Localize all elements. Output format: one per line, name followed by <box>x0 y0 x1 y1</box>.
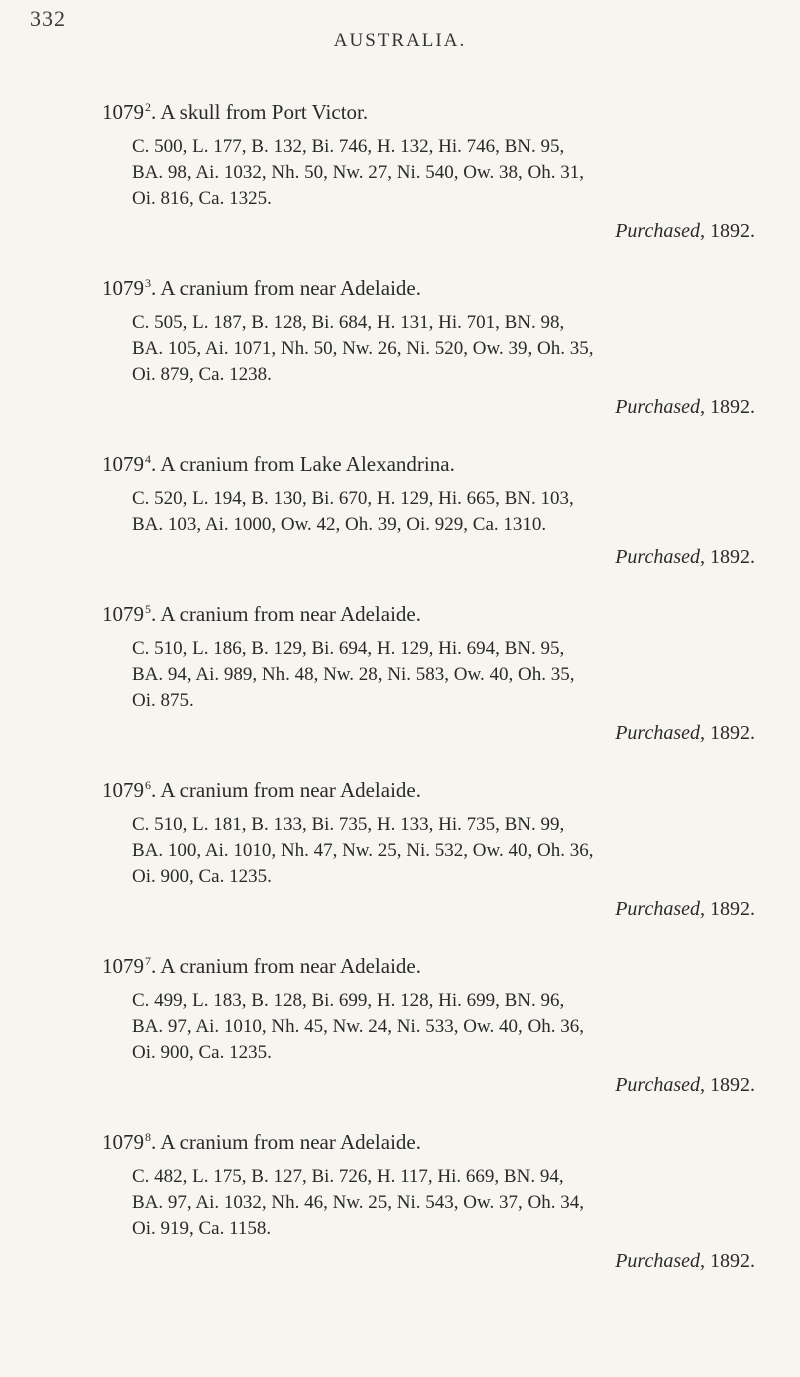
running-head: AUSTRALIA. <box>333 30 467 51</box>
measurements <box>100 636 755 714</box>
measurement-line: C. 520, L. 194, B. 130, Bi. 670, H. 129, Hi. 665, BN. 103, <box>132 488 574 509</box>
measurement-line: BA. 100, Ai. 1010, Nh. 47, Nw. 25, Ni. 532, Ow. 40, Oh. 36, <box>132 840 594 861</box>
entry-heading <box>102 270 755 302</box>
measurement-line: C. 499, L. 183, B. 128, Bi. 699, H. 128, Hi. 699, BN. 96, <box>132 990 565 1011</box>
measurement-line: C. 500, L. 177, B. 132, Bi. 746, H. 132, Hi. 746, BN. 95, <box>132 136 565 157</box>
entry-number: 1079 <box>102 452 144 476</box>
measurements <box>100 134 755 212</box>
entry-heading <box>102 94 755 126</box>
catalogue-entry <box>100 948 755 1098</box>
measurements <box>100 812 755 890</box>
entry-heading <box>102 446 755 478</box>
page-number: 332 <box>30 6 66 31</box>
entry-title: . A cranium from near Adelaide. <box>151 276 421 300</box>
entry-title: . A cranium from Lake Alexandrina. <box>151 452 455 476</box>
measurement-line: C. 482, L. 175, B. 127, Bi. 726, H. 117, Hi. 669, BN. 94, <box>132 1166 564 1187</box>
provenance-note <box>100 896 755 922</box>
entry-number-superscript: 4 <box>145 452 151 466</box>
entry-heading <box>102 596 755 628</box>
entry-number: 1079 <box>102 1130 144 1154</box>
entry-title: . A skull from Port Victor. <box>151 100 369 124</box>
measurement-line: Oi. 900, Ca. 1235. <box>132 1042 272 1063</box>
provenance-year: 1892. <box>705 722 755 744</box>
entry-number-superscript: 5 <box>145 602 151 616</box>
measurements <box>100 486 755 538</box>
entry-number-superscript: 3 <box>145 276 151 290</box>
measurements <box>100 1164 755 1242</box>
measurements <box>100 988 755 1066</box>
provenance-word: Purchased, <box>615 1074 705 1096</box>
entry-heading <box>102 948 755 980</box>
entry-number: 1079 <box>102 778 144 802</box>
entry-heading <box>102 1124 755 1156</box>
catalogue-entry <box>100 94 755 244</box>
catalogue-entry <box>100 446 755 570</box>
provenance-note <box>100 720 755 746</box>
provenance-note <box>100 544 755 570</box>
provenance-year: 1892. <box>705 546 755 568</box>
provenance-word: Purchased, <box>615 722 705 744</box>
provenance-note <box>100 218 755 244</box>
entry-number-superscript: 2 <box>145 100 151 114</box>
catalogue-entry <box>100 270 755 420</box>
catalogue-entries <box>100 94 755 1300</box>
entry-title: . A cranium from near Adelaide. <box>151 1130 421 1154</box>
provenance-year: 1892. <box>705 396 755 418</box>
catalogue-entry <box>100 772 755 922</box>
measurement-line: BA. 103, Ai. 1000, Ow. 42, Oh. 39, Oi. 929, Ca. 1310. <box>132 514 547 535</box>
entry-number-superscript: 7 <box>145 954 151 968</box>
provenance-word: Purchased, <box>615 546 705 568</box>
measurements <box>100 310 755 388</box>
entry-number-superscript: 8 <box>145 1130 151 1144</box>
entry-title: . A cranium from near Adelaide. <box>151 778 421 802</box>
measurement-line: BA. 97, Ai. 1032, Nh. 46, Nw. 25, Ni. 543, Ow. 37, Oh. 34, <box>132 1192 584 1213</box>
measurement-line: BA. 97, Ai. 1010, Nh. 45, Nw. 24, Ni. 533, Ow. 40, Oh. 36, <box>132 1016 584 1037</box>
provenance-word: Purchased, <box>615 220 705 242</box>
provenance-year: 1892. <box>705 1250 755 1272</box>
measurement-line: C. 510, L. 186, B. 129, Bi. 694, H. 129, Hi. 694, BN. 95, <box>132 638 565 659</box>
entry-title: . A cranium from near Adelaide. <box>151 954 421 978</box>
provenance-word: Purchased, <box>615 898 705 920</box>
measurement-line: Oi. 879, Ca. 1238. <box>132 364 272 385</box>
provenance-year: 1892. <box>705 1074 755 1096</box>
provenance-note <box>100 394 755 420</box>
measurement-line: BA. 94, Ai. 989, Nh. 48, Nw. 28, Ni. 583, Ow. 40, Oh. 35, <box>132 664 575 685</box>
entry-number: 1079 <box>102 602 144 626</box>
measurement-line: C. 510, L. 181, B. 133, Bi. 735, H. 133, Hi. 735, BN. 99, <box>132 814 565 835</box>
provenance-year: 1892. <box>705 898 755 920</box>
entry-title: . A cranium from near Adelaide. <box>151 602 421 626</box>
measurement-line: C. 505, L. 187, B. 128, Bi. 684, H. 131, Hi. 701, BN. 98, <box>132 312 565 333</box>
provenance-note <box>100 1072 755 1098</box>
entry-number-superscript: 6 <box>145 778 151 792</box>
measurement-line: Oi. 816, Ca. 1325. <box>132 188 272 209</box>
provenance-year: 1892. <box>705 220 755 242</box>
entry-heading <box>102 772 755 804</box>
catalogue-entry <box>100 1124 755 1274</box>
provenance-note <box>100 1248 755 1274</box>
provenance-word: Purchased, <box>615 1250 705 1272</box>
catalogue-entry <box>100 596 755 746</box>
measurement-line: Oi. 875. <box>132 690 194 711</box>
measurement-line: Oi. 900, Ca. 1235. <box>132 866 272 887</box>
entry-number: 1079 <box>102 100 144 124</box>
measurement-line: BA. 98, Ai. 1032, Nh. 50, Nw. 27, Ni. 540, Ow. 38, Oh. 31, <box>132 162 584 183</box>
entry-number: 1079 <box>102 276 144 300</box>
entry-number: 1079 <box>102 954 144 978</box>
measurement-line: BA. 105, Ai. 1071, Nh. 50, Nw. 26, Ni. 520, Ow. 39, Oh. 35, <box>132 338 594 359</box>
measurement-line: Oi. 919, Ca. 1158. <box>132 1218 272 1239</box>
provenance-word: Purchased, <box>615 396 705 418</box>
